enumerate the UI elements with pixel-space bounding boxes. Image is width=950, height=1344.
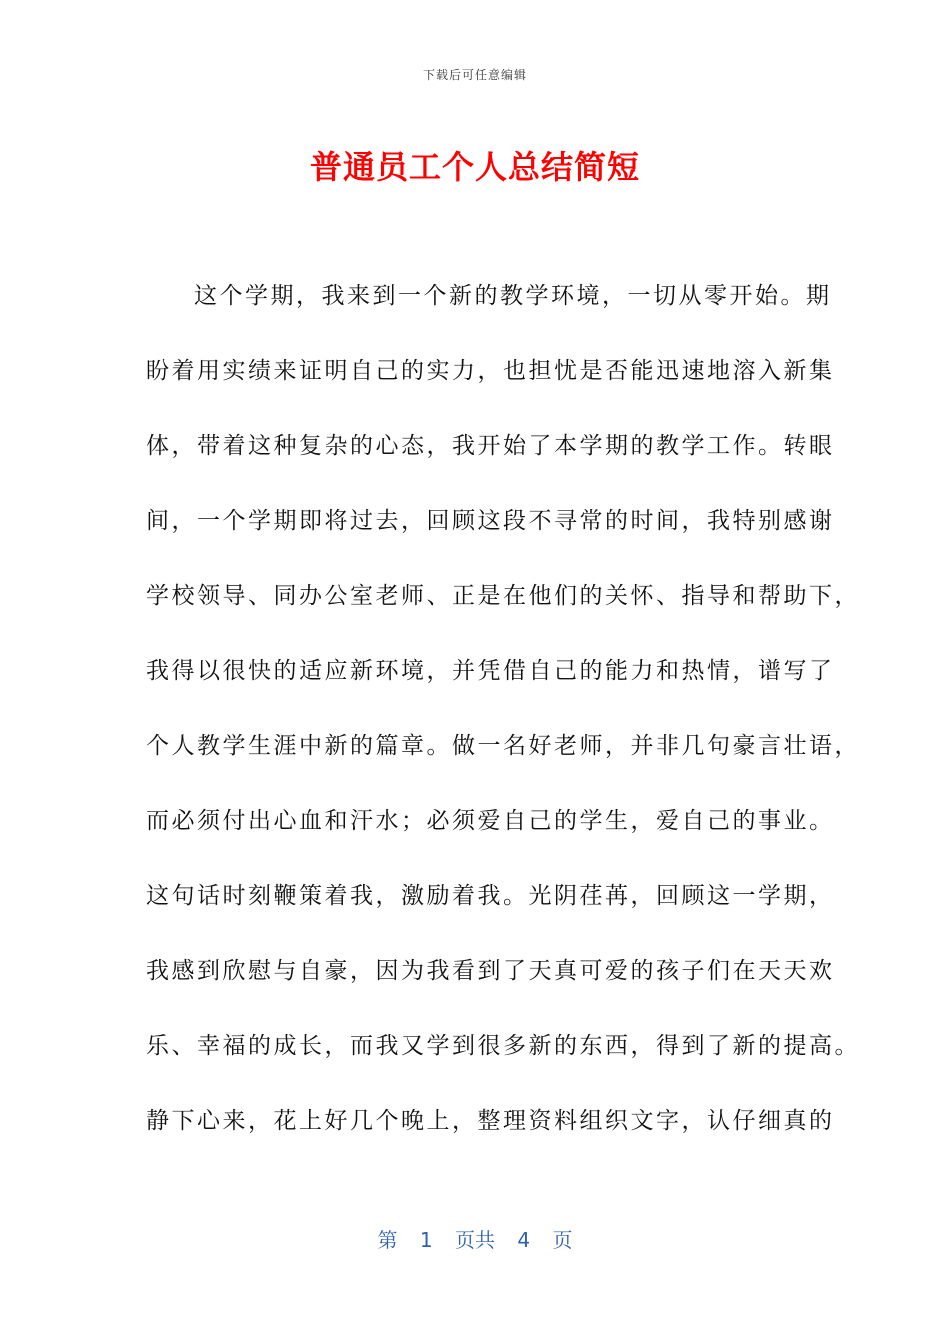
body-line: 乐、幸福的成长，而我又学到很多新的东西，得到了新的提高。 [146,1033,860,1059]
body-line: 我得以很快的适应新环境，并凭借自己的能力和热情，谱写了 [146,658,835,684]
header-note: 下载后可任意编辑 [422,68,527,82]
current-page-number: 1 [419,1228,433,1252]
document-title: 普通员工个人总结简短 [309,148,640,186]
body-line: 间，一个学期即将过去，回顾这段不寻常的时间，我特别感谢 [146,508,835,534]
body-line: 这句话时刻鞭策着我，激励着我。光阴荏苒，回顾这一学期， [146,883,835,909]
body-line: 静下心来，花上好几个晚上，整理资料组织文字，认仔细真的 [146,1108,835,1134]
body-line: 学校领导、同办公室老师、正是在他们的关怀、指导和帮助下， [146,583,860,609]
document-body [146,276,860,1176]
page-label-prefix: 第 [377,1228,398,1252]
body-line: 而必须付出心血和汗水；必须爱自己的学生，爱自己的事业。 [146,808,835,834]
page-footer [0,1224,950,1253]
body-line: 个人教学生涯中新的篇章。做一名好老师，并非几句豪言壮语， [146,733,860,759]
body-line: 盼着用实绩来证明自己的实力，也担忧是否能迅速地溶入新集 [146,358,835,384]
body-line: 我感到欣慰与自豪，因为我看到了天真可爱的孩子们在天天欢 [146,958,835,984]
page-label-suffix: 页 [552,1228,573,1252]
page-label-mid: 页共 [455,1228,495,1252]
total-pages-number: 4 [517,1228,531,1252]
body-line: 这个学期，我来到一个新的教学环境，一切从零开始。期 [194,283,832,309]
body-line: 体，带着这种复杂的心态，我开始了本学期的教学工作。转眼 [146,433,835,459]
